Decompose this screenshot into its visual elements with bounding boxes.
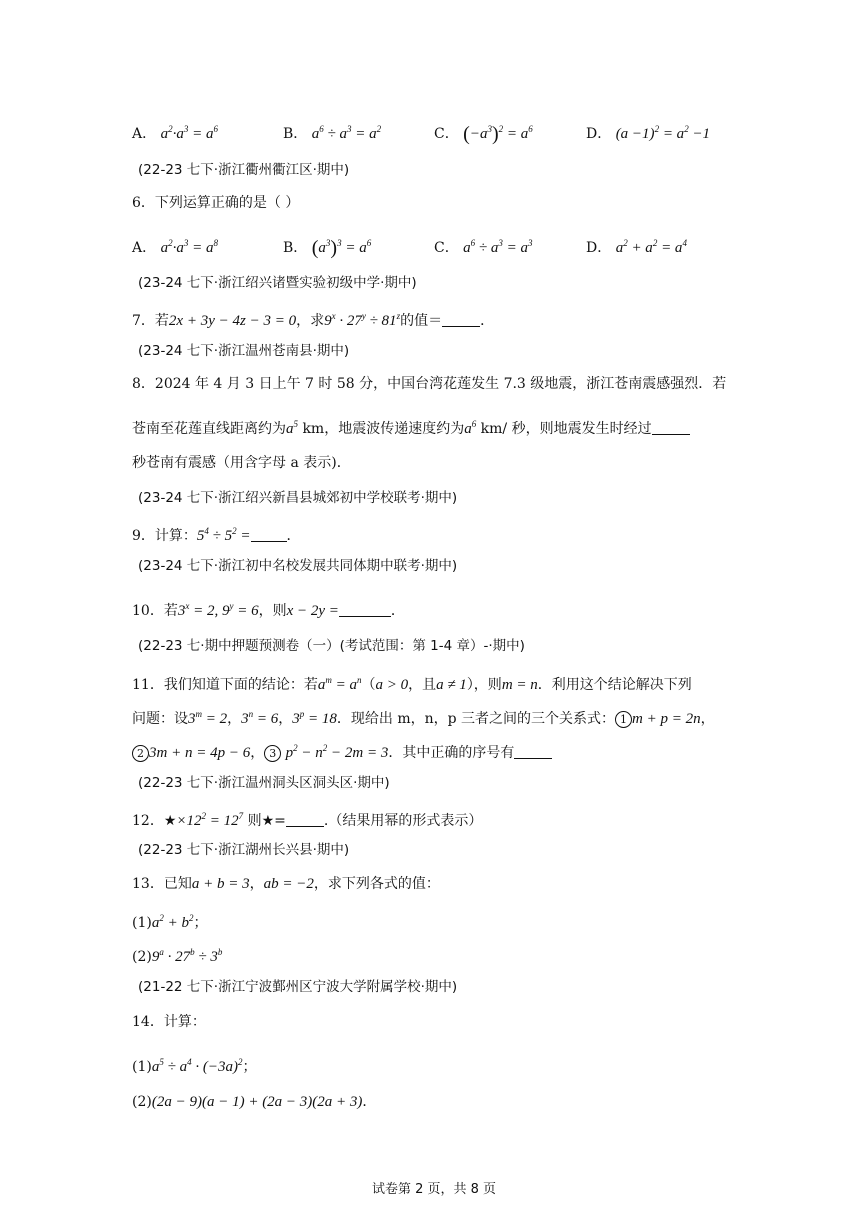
- q9-answer-blank[interactable]: [251, 527, 287, 542]
- q13-stem: 13．已知a + b = 3，ab = −2，求下列各式的值：: [132, 876, 440, 892]
- q14-part1: $(1)a^5 \div a^4 \cdot (-3a)^2$；: [132, 1057, 257, 1075]
- q10-stem: 10．若$3^x = 2$, $9^y = 6$，则x − 2y = ．: [132, 601, 405, 619]
- q12-stem: 12．$★\times 12^2 = 12^7$ 则★= .（结果用幂的形式表示）: [132, 811, 483, 829]
- q13-source: (22-23 七下·浙江湖州长兴县·期中): [138, 842, 350, 858]
- circled-number-2: 2: [132, 745, 149, 762]
- q12-answer-blank[interactable]: [286, 812, 324, 827]
- circled-number-1: 1: [615, 711, 632, 728]
- q8-source: (23-24 七下·浙江温州苍南县·期中): [138, 343, 350, 359]
- q10-source: (23-24 七下·浙江初中名校发展共同体期中联考·期中): [138, 558, 458, 574]
- q10-answer-blank[interactable]: [339, 602, 391, 617]
- q13-part2: $(2)9^a \cdot 27^b \div 3^b$: [132, 947, 223, 965]
- circled-number-3: 3: [264, 745, 281, 762]
- q8-line2: 苍南至花莲直线距离约为$a^5$ km，地震波传递速度约为$a^6$ km/ 秒，则地震发生时经过: [132, 414, 690, 439]
- q9-source: (23-24 七下·浙江绍兴新昌县城郊初中学校联考·期中): [138, 490, 458, 506]
- q14-source: (21-22 七下·浙江宁波鄞州区宁波大学附属学校·期中): [138, 979, 458, 995]
- q6-option-d: D． $a^2 + a^2 = a^4$: [586, 238, 687, 256]
- q11-line3: 2 3m + n = 4p − 6， 3 $p^2 - n^2 - 2m = 3$．其中正确的序号有: [132, 738, 552, 763]
- q7-source: (23-24 七下·浙江绍兴诸暨实验初级中学·期中): [138, 275, 417, 291]
- q8-answer-blank[interactable]: [652, 420, 690, 435]
- q13-part1: $(1)a^2 + b^2$；: [132, 913, 208, 931]
- q6-option-b: B． $(a^3)^3 = a^6$: [283, 237, 372, 259]
- q9-stem: 9．计算：$5^4 \div 5^2$ = ．: [132, 526, 301, 544]
- q11-line1: 11．我们知道下面的结论：若$a^m = a^n(a > 0$，且a ≠ 1），则m = n．利用这个结论解决下列: [132, 675, 692, 693]
- q5-option-c: C． $(-a^3)^2 = a^6$: [434, 123, 533, 145]
- q12-source: (22-23 七下·浙江温州洞头区洞头区·期中): [138, 775, 390, 791]
- q11-answer-blank[interactable]: [514, 744, 552, 759]
- q5-option-b: B． $a^6 \div a^3 = a^2$: [283, 124, 382, 142]
- q8-line1: 8．2024 年 4 月 3 日上午 7 时 58 分，中国台湾花莲发生 7.3 级地震，浙江苍南震感强烈．若: [132, 376, 727, 392]
- q5-option-d: D． $(a -1)^2 = a^2 -1$: [586, 124, 711, 142]
- q7-answer-blank[interactable]: [442, 312, 480, 327]
- q7-stem: 7．若2x + 3y − 4z − 3 = 0，求$9^x \cdot 27^y \div 81^z$的值＝ ．: [132, 311, 495, 329]
- q8-line3: 秒苍南有震感（用含字母 a 表示)．: [132, 455, 351, 471]
- q14-part2: (2)(2a − 9)(a − 1) + (2a − 3)(2a + 3)．: [132, 1094, 377, 1110]
- q6-source: (22-23 七下·浙江衢州衢江区·期中): [138, 162, 350, 178]
- q14-stem: 14．计算：: [132, 1014, 206, 1030]
- q11-line2: 问题：设$3^m = 2$，$3^n = 6$，$3^p = 18$．现给出 m，n，p 三者之间的三个关系式： 1 m + p = 2n，: [132, 709, 715, 727]
- q6-option-c: C． $a^6 \div a^3 = a^3$: [434, 238, 533, 256]
- q6-option-a: A． $a^2\cdot a^3 = a^8$: [132, 238, 218, 256]
- q11-source: (22-23 七·期中押题预测卷（一）(考试范围：第 1-4 章）-·期中): [138, 638, 525, 654]
- q6-stem: 6．下列运算正确的是（ ）: [132, 195, 300, 211]
- page-footer: 试卷第 2 页，共 8 页: [371, 1182, 497, 1197]
- star-icon: ★: [163, 813, 177, 829]
- q5-option-a: A． $a^2\cdot a^3 = a^6$: [132, 124, 218, 142]
